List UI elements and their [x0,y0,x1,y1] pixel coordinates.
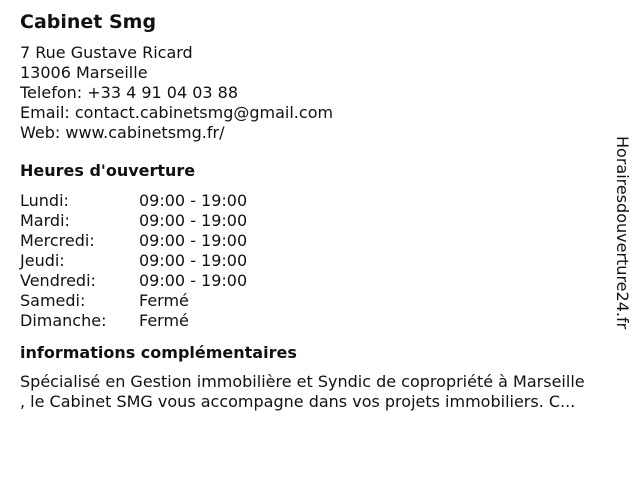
hours-day: Mercredi: [20,231,95,250]
hours-time: 09:00 - 19:00 [139,191,248,210]
business-card [20,10,620,412]
phone-text: Telefon: +33 4 91 04 03 88 [20,83,239,102]
hours-day: Samedi: [20,291,86,310]
opening-hours-heading: Heures d'ouverture [20,161,196,180]
hours-row [20,271,620,291]
hours-row [20,211,620,231]
email-text: Email: contact.cabinetsmg@gmail.com [20,103,334,122]
hours-time: 09:00 - 19:00 [139,271,248,290]
hours-row [20,311,620,331]
hours-day: Lundi: [20,191,69,210]
hours-row [20,291,620,311]
hours-day: Vendredi: [20,271,96,290]
site-watermark [612,136,632,346]
hours-day: Mardi: [20,211,70,230]
description-line: , le Cabinet SMG vous accompagne dans vos projets immobiliers. C... [20,392,576,411]
opening-hours-list [20,191,620,331]
description-line: Spécialisé en Gestion immobilière et Syndic de copropriété à Marseille [20,372,585,391]
site-watermark-text: Horairesdouverture24.fr [613,136,632,330]
web-text: Web: www.cabinetsmg.fr/ [20,123,225,142]
hours-time: Fermé [139,311,189,330]
description-text [20,372,632,412]
hours-time: 09:00 - 19:00 [139,251,248,270]
additional-info-heading: informations complémentaires [20,343,297,362]
hours-row [20,191,620,211]
hours-time: 09:00 - 19:00 [139,211,248,230]
address-street: 7 Rue Gustave Ricard [20,43,193,62]
business-name: Cabinet Smg [20,11,157,33]
hours-time: 09:00 - 19:00 [139,231,248,250]
hours-time: Fermé [139,291,189,310]
hours-row [20,251,620,271]
contact-block [20,43,620,143]
hours-row [20,231,620,251]
address-city: 13006 Marseille [20,63,148,82]
hours-day: Jeudi: [20,251,65,270]
hours-day: Dimanche: [20,311,107,330]
